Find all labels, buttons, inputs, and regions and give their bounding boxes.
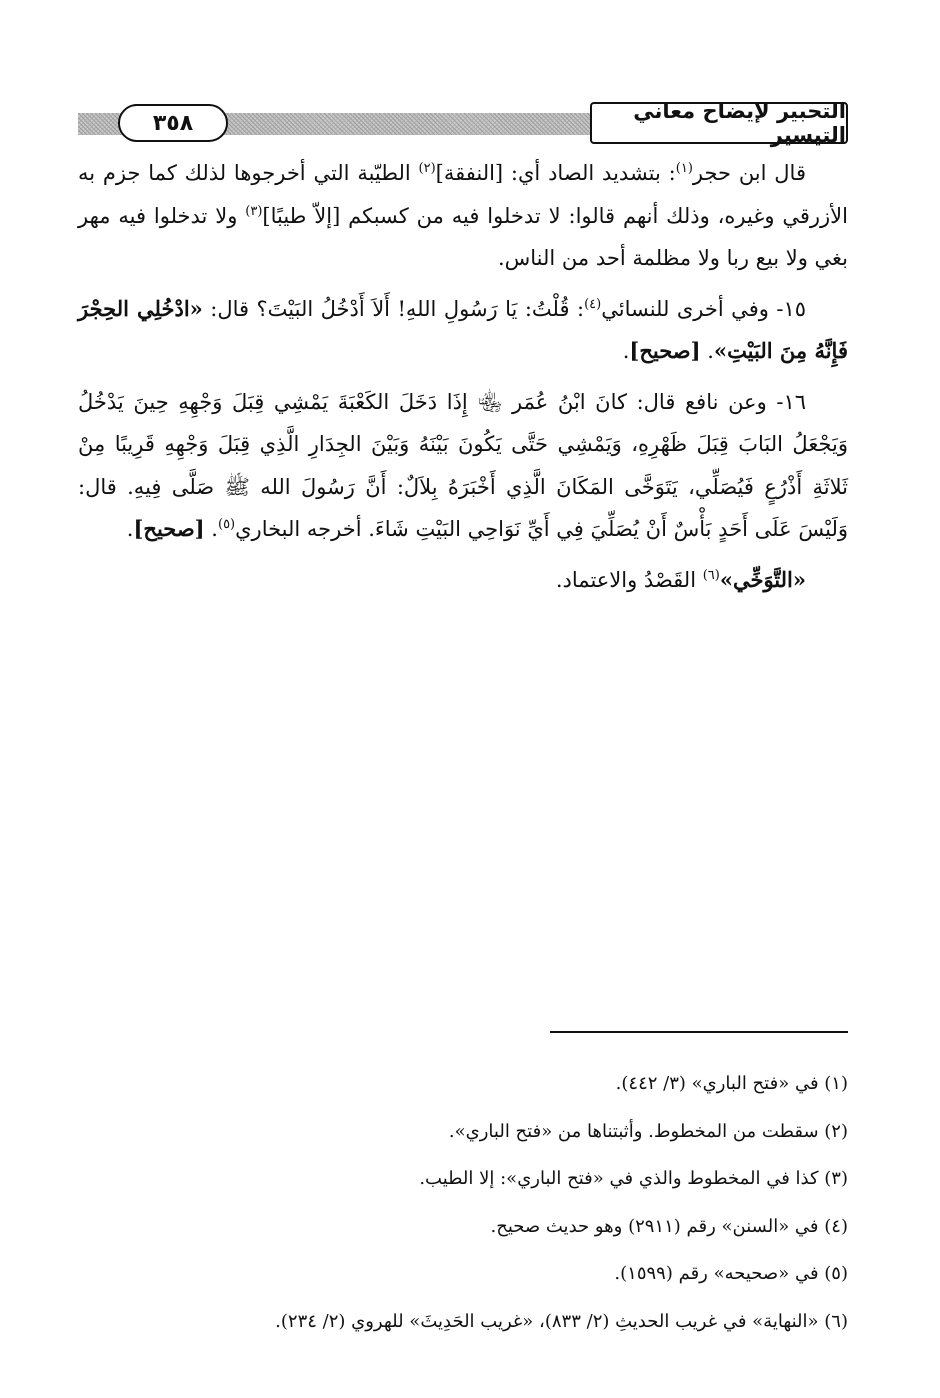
footnote-ref-2[interactable]: (٢) [418, 161, 436, 176]
footnote-ref-5[interactable]: (٥) [217, 517, 236, 532]
p1-text-3: الطيّبة التي أخرجوها لذلك كما جزم به الأزرقي وغيره، وذلك أنهم قالوا: لا تدخلوا فيه من كسبكم [إلاّ طيبًا] [78, 161, 848, 228]
main-text [78, 152, 848, 601]
page-number: ٣٥٨ [118, 104, 228, 142]
footnote-2: (٢) سقطت من المخطوط. وأثبتناها من «فتح الباري». [448, 1120, 848, 1142]
p3-text-1: ١٦- وعن نافع قال: كانَ ابْنُ عُمَر ﵄ إِذَا دَخَلَ الكَعْبَةَ يَمْشِي قِبَلَ وَجْهِهِ حِينَ يَدْخُلُ وَيَجْعَلُ البَابَ قِبَلَ ظَهْرِهِ، وَيَمْشِي حَتَّى يَكُونَ بَيْنَهُ وَبَيْنَ الجِدَارِ الَّذِي قِبَلَ وَجْهِهِ قَرِيبًا مِنْ ثَلاثَةِ أَذْرُعٍ فَيُصَلِّي، يَتَوَخَّى المَكَانَ الَّذِي أَخْبَرَهُ بِلاَلٌ: أَنَّ رَسُولَ الله ﷺ صَلَّى فِيهِ. قال: وَلَيْسَ عَلَى أَحَدٍ بَأْسٌ أَنْ يُصَلِّيَ فِي أَيِّ نَوَاحِي البَيْتِ شَاءَ. أخرجه البخاري [78, 389, 848, 541]
paragraph-3 [78, 381, 848, 551]
footnote-ref-6[interactable]: (٦) [702, 567, 720, 583]
footnote-ref-3[interactable]: (٣) [245, 203, 263, 219]
p3-text-3: . [126, 517, 134, 541]
paragraph-1 [78, 152, 848, 280]
p2-text-4: . [622, 339, 630, 363]
paragraph-2 [78, 288, 848, 373]
p3-text-2: . [204, 517, 218, 541]
p4-text-1: القَصْدُ والاعتماد. [555, 567, 703, 592]
grade-label-2: [صحيح] [133, 516, 205, 541]
footnote-ref-1[interactable]: (١) [675, 161, 693, 176]
footnote-5: (٥) في «صحيحه» رقم (١٥٩٩). [614, 1263, 848, 1284]
footnote-ref-4[interactable]: (٤) [584, 296, 602, 312]
footnote-6: (٦) «النهاية» في غريب الحديثِ (٢/ ٨٣٣)، «غريب الحَدِيثَ» للهروي (٢/ ٢٣٤). [275, 1310, 848, 1332]
footnotes [78, 1066, 848, 1351]
p2-text-1: ١٥- وفي أخرى للنسائي [601, 296, 806, 321]
p1-text-1: قال ابن حجر [692, 161, 806, 185]
glossary-word: «التَّوَخِّي» [719, 566, 806, 592]
footnote-1: (١) في «فتح الباري» (٣/ ٤٤٢). [615, 1073, 848, 1094]
grade-label-1: [صحيح] [629, 338, 701, 363]
p2-text-2: : قُلْتُ: يَا رَسُولِ اللهِ! أَلاَ أَدْخُلُ البَيْتَ؟ قال: [202, 296, 585, 321]
hadith-quote: «ادْخُلِي الحِجْرَ فَإِنَّهُ مِنَ البَيْتِ» [78, 295, 848, 363]
footnote-separator [550, 1031, 848, 1033]
footnote-3: (٣) كذا في المخطوط والذي في «فتح الباري»: إلا الطيب. [419, 1168, 848, 1189]
p2-text-3: . [700, 339, 714, 363]
paragraph-4 [78, 559, 848, 602]
page-header [78, 98, 848, 150]
book-title: التحبير لإيضاح معاني التيسير [590, 102, 848, 144]
p1-text-4: ولا تدخلوا فيه مهر بغي ولا بيع ربا ولا مظلمة أحد من الناس. [78, 203, 848, 270]
p1-text-2: : بتشديد الصاد أي: [النفقة] [435, 161, 676, 185]
footnote-4: (٤) في «السنن» رقم (٢٩١١) وهو حديث صحيح. [490, 1215, 848, 1237]
